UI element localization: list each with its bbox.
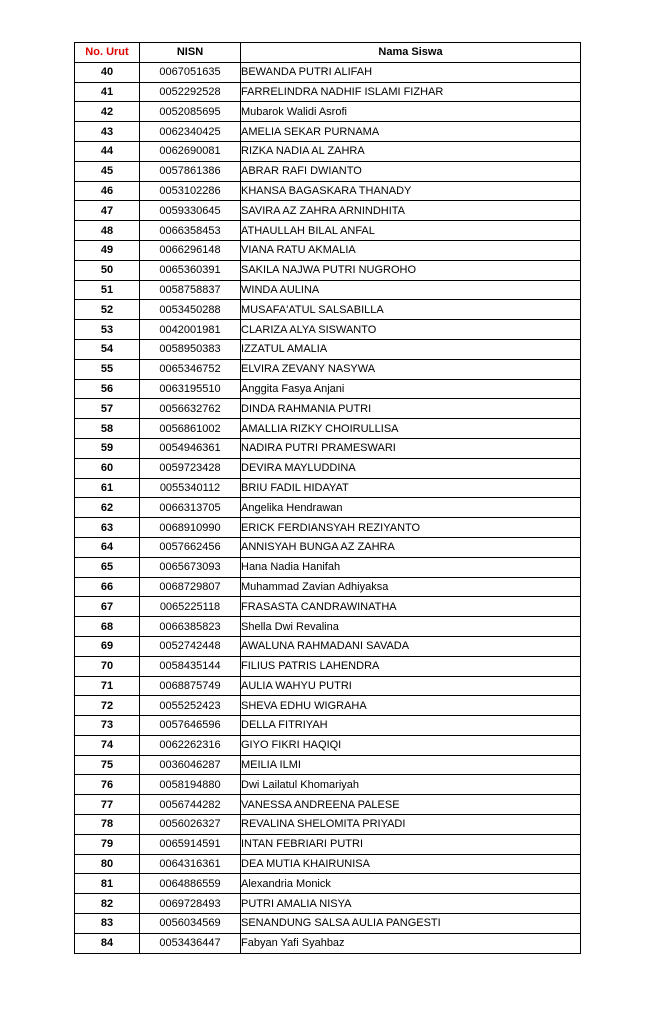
row-number: 84: [75, 933, 140, 953]
table-row: [75, 914, 581, 934]
nisn-cell: 0065360391: [140, 260, 241, 280]
row-number: 65: [75, 557, 140, 577]
row-number: 61: [75, 478, 140, 498]
table-row: [75, 597, 581, 617]
nisn-cell: 0068875749: [140, 676, 241, 696]
nisn-cell: 0056861002: [140, 419, 241, 439]
student-name-cell: ANNISYAH BUNGA AZ ZAHRA: [241, 537, 581, 557]
student-name-cell: ABRAR RAFI DWIANTO: [241, 161, 581, 181]
nisn-cell: 0057646596: [140, 716, 241, 736]
nisn-cell: 0055340112: [140, 478, 241, 498]
row-number: 83: [75, 914, 140, 934]
table-row: [75, 636, 581, 656]
student-name-cell: MEILIA ILMI: [241, 755, 581, 775]
row-number: 76: [75, 775, 140, 795]
row-number: 54: [75, 339, 140, 359]
table-row: [75, 458, 581, 478]
row-number: 43: [75, 122, 140, 142]
nisn-cell: 0052742448: [140, 636, 241, 656]
row-number: 77: [75, 795, 140, 815]
table-row: [75, 933, 581, 953]
row-number: 52: [75, 300, 140, 320]
table-row: [75, 854, 581, 874]
table-row: [75, 775, 581, 795]
row-number: 50: [75, 260, 140, 280]
row-number: 75: [75, 755, 140, 775]
row-number: 71: [75, 676, 140, 696]
student-name-cell: ELVIRA ZEVANY NASYWA: [241, 359, 581, 379]
student-name-cell: SAKILA NAJWA PUTRI NUGROHO: [241, 260, 581, 280]
student-name-cell: FILIUS PATRIS LAHENDRA: [241, 656, 581, 676]
student-name-cell: Dwi Lailatul Khomariyah: [241, 775, 581, 795]
nisn-cell: 0068729807: [140, 577, 241, 597]
student-name-cell: WINDA AULINA: [241, 280, 581, 300]
table-row: [75, 122, 581, 142]
nisn-cell: 0057662456: [140, 537, 241, 557]
student-table: [74, 42, 581, 954]
table-row: [75, 478, 581, 498]
student-name-cell: Hana Nadia Hanifah: [241, 557, 581, 577]
table-row: [75, 656, 581, 676]
student-name-cell: VIANA RATU AKMALIA: [241, 240, 581, 260]
header-no-urut: No. Urut: [75, 43, 140, 63]
nisn-cell: 0042001981: [140, 320, 241, 340]
student-name-cell: Mubarok Walidi Asrofi: [241, 102, 581, 122]
student-name-cell: GIYO FIKRI HAQIQI: [241, 735, 581, 755]
nisn-cell: 0067051635: [140, 62, 241, 82]
student-name-cell: AMELIA SEKAR PURNAMA: [241, 122, 581, 142]
student-name-cell: Angelika Hendrawan: [241, 498, 581, 518]
nisn-cell: 0058435144: [140, 656, 241, 676]
row-number: 64: [75, 537, 140, 557]
row-number: 47: [75, 201, 140, 221]
row-number: 48: [75, 221, 140, 241]
nisn-cell: 0064886559: [140, 874, 241, 894]
student-name-cell: RIZKA NADIA AL ZAHRA: [241, 141, 581, 161]
student-name-cell: CLARIZA ALYA SISWANTO: [241, 320, 581, 340]
nisn-cell: 0056744282: [140, 795, 241, 815]
row-number: 79: [75, 834, 140, 854]
row-number: 44: [75, 141, 140, 161]
table-row: [75, 419, 581, 439]
row-number: 82: [75, 894, 140, 914]
row-number: 63: [75, 518, 140, 538]
student-name-cell: AULIA WAHYU PUTRI: [241, 676, 581, 696]
student-name-cell: Shella Dwi Revalina: [241, 617, 581, 637]
nisn-cell: 0063195510: [140, 379, 241, 399]
student-name-cell: AMALLIA RIZKY CHOIRULLISA: [241, 419, 581, 439]
table-row: [75, 438, 581, 458]
row-number: 68: [75, 617, 140, 637]
row-number: 78: [75, 815, 140, 835]
table-row: [75, 320, 581, 340]
nisn-cell: 0062690081: [140, 141, 241, 161]
table-body: [75, 62, 581, 953]
row-number: 62: [75, 498, 140, 518]
table-row: [75, 676, 581, 696]
student-name-cell: Muhammad Zavian Adhiyaksa: [241, 577, 581, 597]
row-number: 40: [75, 62, 140, 82]
student-name-cell: BRIU FADIL HIDAYAT: [241, 478, 581, 498]
table-row: [75, 339, 581, 359]
nisn-cell: 0068910990: [140, 518, 241, 538]
table-row: [75, 201, 581, 221]
table-row: [75, 359, 581, 379]
table-row: [75, 557, 581, 577]
nisn-cell: 0062340425: [140, 122, 241, 142]
table-row: [75, 735, 581, 755]
table-row: [75, 716, 581, 736]
table-row: [75, 240, 581, 260]
table-row: [75, 834, 581, 854]
row-number: 67: [75, 597, 140, 617]
nisn-cell: 0062262316: [140, 735, 241, 755]
nisn-cell: 0059723428: [140, 458, 241, 478]
nisn-cell: 0056026327: [140, 815, 241, 835]
student-name-cell: MUSAFA'ATUL SALSABILLA: [241, 300, 581, 320]
row-number: 81: [75, 874, 140, 894]
table-row: [75, 379, 581, 399]
row-number: 60: [75, 458, 140, 478]
student-name-cell: ERICK FERDIANSYAH REZIYANTO: [241, 518, 581, 538]
table-row: [75, 221, 581, 241]
table-row: [75, 795, 581, 815]
row-number: 55: [75, 359, 140, 379]
nisn-cell: 0055252423: [140, 696, 241, 716]
student-name-cell: ATHAULLAH BILAL ANFAL: [241, 221, 581, 241]
table-row: [75, 617, 581, 637]
row-number: 53: [75, 320, 140, 340]
row-number: 72: [75, 696, 140, 716]
student-name-cell: INTAN FEBRIARI PUTRI: [241, 834, 581, 854]
table-row: [75, 82, 581, 102]
nisn-cell: 0065346752: [140, 359, 241, 379]
table-row: [75, 102, 581, 122]
nisn-cell: 0052085695: [140, 102, 241, 122]
nisn-cell: 0054946361: [140, 438, 241, 458]
table-row: [75, 141, 581, 161]
row-number: 46: [75, 181, 140, 201]
table-row: [75, 498, 581, 518]
table-row: [75, 300, 581, 320]
nisn-cell: 0059330645: [140, 201, 241, 221]
row-number: 49: [75, 240, 140, 260]
nisn-cell: 0053436447: [140, 933, 241, 953]
student-name-cell: SHEVA EDHU WIGRAHA: [241, 696, 581, 716]
student-name-cell: IZZATUL AMALIA: [241, 339, 581, 359]
row-number: 70: [75, 656, 140, 676]
row-number: 59: [75, 438, 140, 458]
row-number: 51: [75, 280, 140, 300]
row-number: 41: [75, 82, 140, 102]
row-number: 56: [75, 379, 140, 399]
table-row: [75, 399, 581, 419]
nisn-cell: 0065225118: [140, 597, 241, 617]
row-number: 58: [75, 419, 140, 439]
table-row: [75, 62, 581, 82]
student-name-cell: NADIRA PUTRI PRAMESWARI: [241, 438, 581, 458]
row-number: 80: [75, 854, 140, 874]
table-row: [75, 874, 581, 894]
student-name-cell: VANESSA ANDREENA PALESE: [241, 795, 581, 815]
nisn-cell: 0066313705: [140, 498, 241, 518]
nisn-cell: 0058950383: [140, 339, 241, 359]
table-row: [75, 280, 581, 300]
row-number: 57: [75, 399, 140, 419]
student-name-cell: FARRELINDRA NADHIF ISLAMI FIZHAR: [241, 82, 581, 102]
header-nama-siswa: Nama Siswa: [241, 43, 581, 63]
row-number: 69: [75, 636, 140, 656]
nisn-cell: 0058194880: [140, 775, 241, 795]
nisn-cell: 0066385823: [140, 617, 241, 637]
table-row: [75, 260, 581, 280]
nisn-cell: 0064316361: [140, 854, 241, 874]
table-row: [75, 518, 581, 538]
nisn-cell: 0053102286: [140, 181, 241, 201]
row-number: 45: [75, 161, 140, 181]
nisn-cell: 0056632762: [140, 399, 241, 419]
student-name-cell: DEA MUTIA KHAIRUNISA: [241, 854, 581, 874]
table-row: [75, 161, 581, 181]
student-name-cell: DELLA FITRIYAH: [241, 716, 581, 736]
nisn-cell: 0056034569: [140, 914, 241, 934]
table-row: [75, 181, 581, 201]
nisn-cell: 0065673093: [140, 557, 241, 577]
nisn-cell: 0053450288: [140, 300, 241, 320]
nisn-cell: 0052292528: [140, 82, 241, 102]
student-name-cell: Fabyan Yafi Syahbaz: [241, 933, 581, 953]
row-number: 66: [75, 577, 140, 597]
nisn-cell: 0065914591: [140, 834, 241, 854]
table-header: [75, 43, 581, 63]
student-name-cell: SAVIRA AZ ZAHRA ARNINDHITA: [241, 201, 581, 221]
student-name-cell: AWALUNA RAHMADANI SAVADA: [241, 636, 581, 656]
table-row: [75, 577, 581, 597]
nisn-cell: 0066358453: [140, 221, 241, 241]
nisn-cell: 0066296148: [140, 240, 241, 260]
header-row: [75, 43, 581, 63]
table-row: [75, 696, 581, 716]
table-row: [75, 894, 581, 914]
nisn-cell: 0057861386: [140, 161, 241, 181]
student-name-cell: DEVIRA MAYLUDDINA: [241, 458, 581, 478]
table-row: [75, 755, 581, 775]
student-name-cell: Anggita Fasya Anjani: [241, 379, 581, 399]
header-nisn: NISN: [140, 43, 241, 63]
nisn-cell: 0069728493: [140, 894, 241, 914]
student-name-cell: BEWANDA PUTRI ALIFAH: [241, 62, 581, 82]
row-number: 73: [75, 716, 140, 736]
student-name-cell: FRASASTA CANDRAWINATHA: [241, 597, 581, 617]
table-row: [75, 815, 581, 835]
student-name-cell: PUTRI AMALIA NISYA: [241, 894, 581, 914]
row-number: 42: [75, 102, 140, 122]
table-row: [75, 537, 581, 557]
student-name-cell: SENANDUNG SALSA AULIA PANGESTI: [241, 914, 581, 934]
student-name-cell: DINDA RAHMANIA PUTRI: [241, 399, 581, 419]
student-name-cell: KHANSA BAGASKARA THANADY: [241, 181, 581, 201]
student-name-cell: REVALINA SHELOMITA PRIYADI: [241, 815, 581, 835]
student-name-cell: Alexandria Monick: [241, 874, 581, 894]
row-number: 74: [75, 735, 140, 755]
nisn-cell: 0036046287: [140, 755, 241, 775]
nisn-cell: 0058758837: [140, 280, 241, 300]
